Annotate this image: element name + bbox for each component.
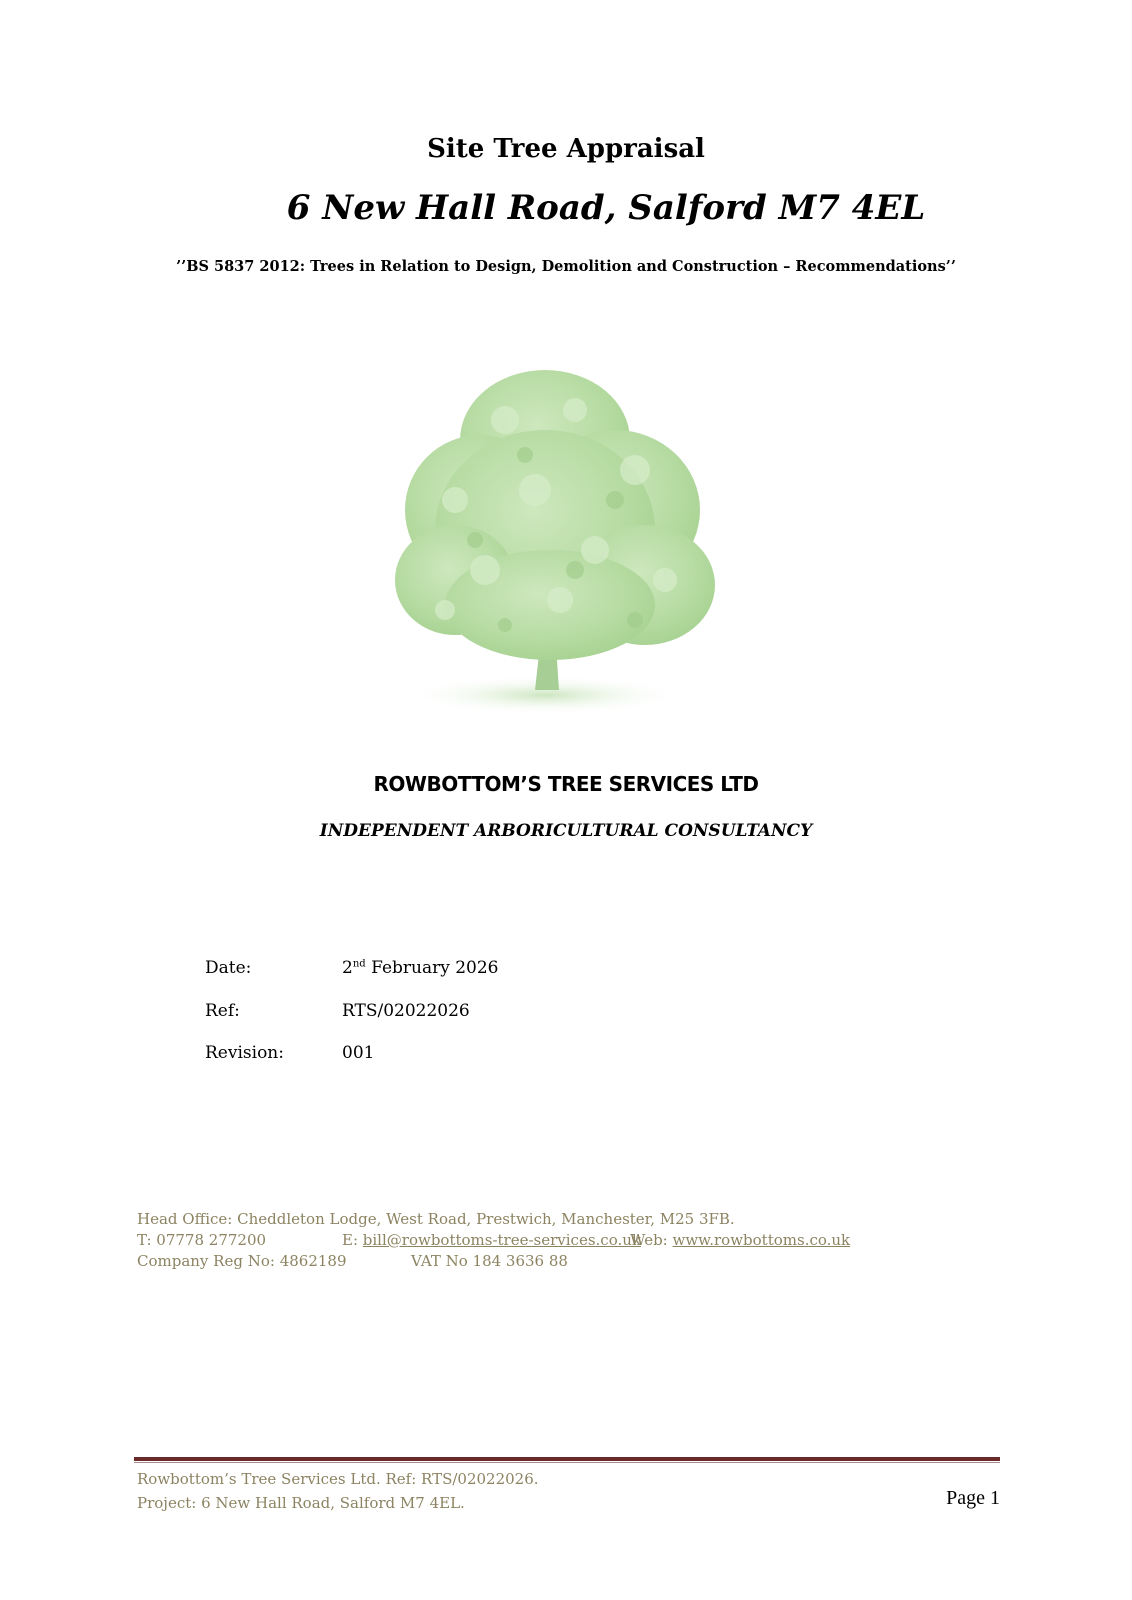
email-label: E:: [342, 1231, 363, 1249]
head-office-address: Head Office: Cheddleton Lodge, West Road, Prestwich, Manchester, M25 3FB.: [137, 1210, 735, 1228]
date-month-year: February 2026: [365, 958, 499, 978]
vat-number: VAT No 184 3636 88: [411, 1252, 568, 1270]
site-address: 6 New Hall Road, Salford M7 4EL: [286, 188, 926, 228]
standard-reference: ’’BS 5837 2012: Trees in Relation to Design, Demolition and Construction – Recommendations’’: [176, 258, 956, 275]
date-label: Date:: [205, 958, 252, 978]
company-name: ROWBOTTOM’S TREE SERVICES LTD: [373, 772, 759, 796]
email-link[interactable]: bill@rowbottoms-tree-services.co.uk: [362, 1231, 641, 1249]
website-link[interactable]: www.rowbottoms.co.uk: [672, 1231, 851, 1249]
web-label: Web:: [630, 1231, 673, 1249]
document-title: Site Tree Appraisal: [427, 134, 705, 164]
revision-value: 001: [342, 1043, 375, 1063]
tree-illustration: [385, 360, 735, 730]
footer-project: Project: 6 New Hall Road, Salford M7 4EL.: [137, 1494, 465, 1512]
revision-label: Revision:: [205, 1043, 284, 1063]
web-line: [630, 1231, 850, 1249]
date-suffix: nd: [352, 958, 366, 970]
footer-company-ref: Rowbottom’s Tree Services Ltd. Ref: RTS/02022026.: [137, 1470, 539, 1488]
footer-rule: [134, 1457, 1000, 1461]
ref-label: Ref:: [205, 1001, 240, 1021]
footer-rule-thin: [134, 1462, 1000, 1463]
date-value: [342, 958, 499, 978]
email-line: [342, 1231, 641, 1249]
ref-value: RTS/02022026: [342, 1001, 470, 1021]
page-number: Page 1: [946, 1487, 1000, 1509]
phone-number: T: 07778 277200: [137, 1231, 267, 1249]
date-day: 2: [342, 958, 353, 978]
company-reg-number: Company Reg No: 4862189: [137, 1252, 347, 1270]
company-tagline: INDEPENDENT ARBORICULTURAL CONSULTANCY: [319, 821, 813, 841]
